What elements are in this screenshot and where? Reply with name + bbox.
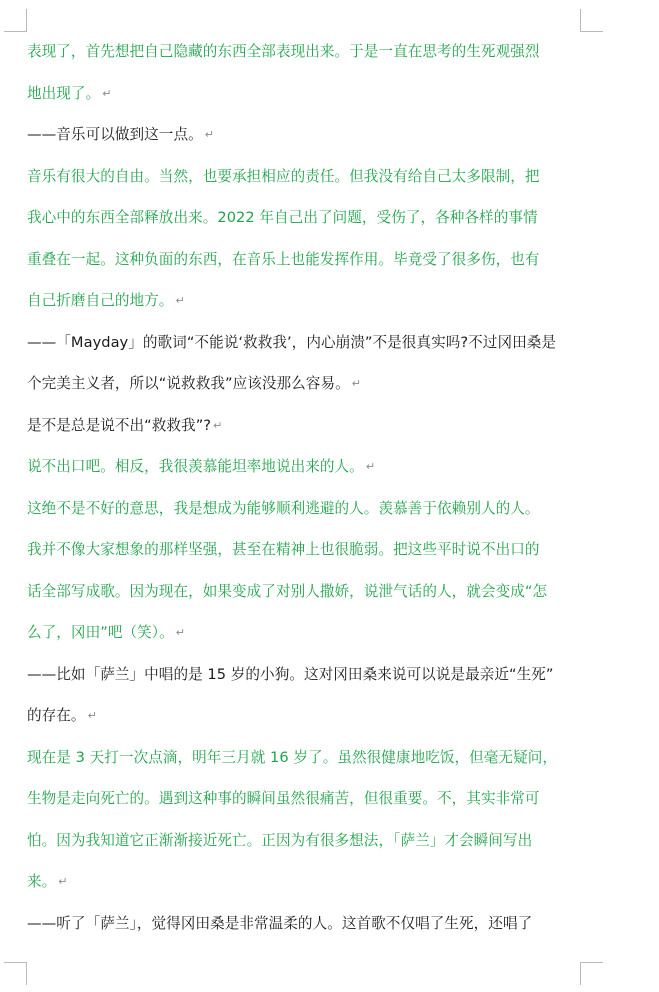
paragraph-mark-icon: ↵ xyxy=(365,460,376,473)
text-line xyxy=(27,820,583,862)
crop-mark-top-left xyxy=(4,9,27,32)
text-line-content: 我心中的东西全部释放出来。2022 年自己出了问题，受伤了，各种各样的事情 xyxy=(27,209,538,226)
text-line xyxy=(27,31,583,73)
question-paragraph xyxy=(27,405,583,447)
text-line xyxy=(27,73,583,115)
text-line-content: 自己折磨自己的地方。 xyxy=(27,292,174,309)
question-paragraph xyxy=(27,322,583,405)
text-line-content: 么了，冈田”吧（笑）。 xyxy=(27,624,174,641)
text-line xyxy=(27,778,583,820)
document-body[interactable] xyxy=(27,31,583,944)
text-line-content: ——听了「萨兰」，觉得冈田桑是非常温柔的人。这首歌不仅唱了生死，还唱了 xyxy=(27,914,533,932)
text-line-content: ——音乐可以做到这一点。 xyxy=(27,126,203,143)
text-line-content: 这绝不是不好的意思，我是想成为能够顺利逃避的人。羡慕善于依赖别人的人。 xyxy=(27,499,540,517)
answer-paragraph xyxy=(27,446,583,488)
answer-paragraph xyxy=(27,737,583,903)
text-line xyxy=(27,322,583,364)
text-line xyxy=(27,488,583,530)
text-line-content: 话全部写成歌。因为现在，如果变成了对别人撒娇，说泄气话的人，就会变成“怎 xyxy=(27,582,548,600)
text-line xyxy=(27,861,583,903)
text-line-content: 个完美主义者，所以“说救救我”应该没那么容易。 xyxy=(27,375,350,392)
crop-mark-top-right xyxy=(580,9,603,32)
text-line-content: 生物是走向死亡的。遇到这种事的瞬间虽然很痛苦，但很重要。不，其实非常可 xyxy=(27,790,540,807)
text-line-content: 来。 xyxy=(27,873,57,890)
question-paragraph xyxy=(27,654,583,737)
text-line xyxy=(27,405,583,447)
text-line-content: 是不是总是说不出“救救我”? xyxy=(27,416,212,434)
text-line xyxy=(27,156,583,198)
text-line-content: 音乐有很大的自由。当然，也要承担相应的责任。但我没有给自己太多限制，把 xyxy=(27,167,540,185)
text-line xyxy=(27,446,583,488)
crop-mark-bottom-left xyxy=(4,962,27,985)
text-line-content: 地出现了。 xyxy=(27,84,101,102)
question-paragraph xyxy=(27,903,583,945)
text-line xyxy=(27,695,583,737)
text-line-content: 重叠在一起。这种负面的东西，在音乐上也能发挥作用。毕竟受了很多伤，也有 xyxy=(27,250,540,268)
text-line xyxy=(27,197,583,239)
question-paragraph xyxy=(27,114,583,156)
text-line-content: 说不出口吧。相反，我很羡慕能坦率地说出来的人。 xyxy=(27,458,364,475)
crop-mark-bottom-right xyxy=(580,962,603,985)
paragraph-mark-icon: ↵ xyxy=(213,418,223,432)
text-line-content: ——「Mayday」的歌词“不能说‘救救我’，内心崩溃”不是很真实吗?不过冈田桑是 xyxy=(27,333,557,351)
text-line xyxy=(27,737,583,779)
text-line xyxy=(27,903,583,945)
answer-paragraph xyxy=(27,488,583,654)
paragraph-mark-icon: ↵ xyxy=(204,128,215,141)
text-line xyxy=(27,114,583,156)
text-line-content: 的存在。 xyxy=(27,707,86,724)
answer-paragraph xyxy=(27,31,583,114)
text-line-content: 表现了，首先想把自己隐藏的东西全部表现出来。于是一直在思考的生死观强烈 xyxy=(27,43,540,60)
text-line-content: 现在是 3 天打一次点滴，明年三月就 16 岁了。虽然很健康地吃饭，但毫无疑问， xyxy=(27,748,558,766)
text-line-content: 我并不像大家想象的那样坚强，甚至在精神上也很脆弱。把这些平时说不出口的 xyxy=(27,541,540,558)
text-line xyxy=(27,529,583,571)
paragraph-mark-icon: ↵ xyxy=(175,294,185,307)
text-line xyxy=(27,654,583,696)
text-line xyxy=(27,239,583,281)
text-line xyxy=(27,280,583,322)
text-line xyxy=(27,363,583,405)
text-line xyxy=(27,571,583,613)
paragraph-mark-icon: ↵ xyxy=(87,709,97,722)
paragraph-mark-icon: ↵ xyxy=(102,86,112,100)
text-line-content: ——比如「萨兰」中唱的是 15 岁的小狗。这对冈田桑来说可以说是最亲近“生死” xyxy=(27,665,554,683)
answer-paragraph xyxy=(27,156,583,322)
text-line-content: 怕。因为我知道它正渐渐接近死亡。正因为有很多想法，「萨兰」才会瞬间写出 xyxy=(27,831,533,849)
paragraph-mark-icon: ↵ xyxy=(175,626,186,639)
text-line xyxy=(27,612,583,654)
paragraph-mark-icon: ↵ xyxy=(58,875,68,888)
paragraph-mark-icon: ↵ xyxy=(351,377,362,390)
